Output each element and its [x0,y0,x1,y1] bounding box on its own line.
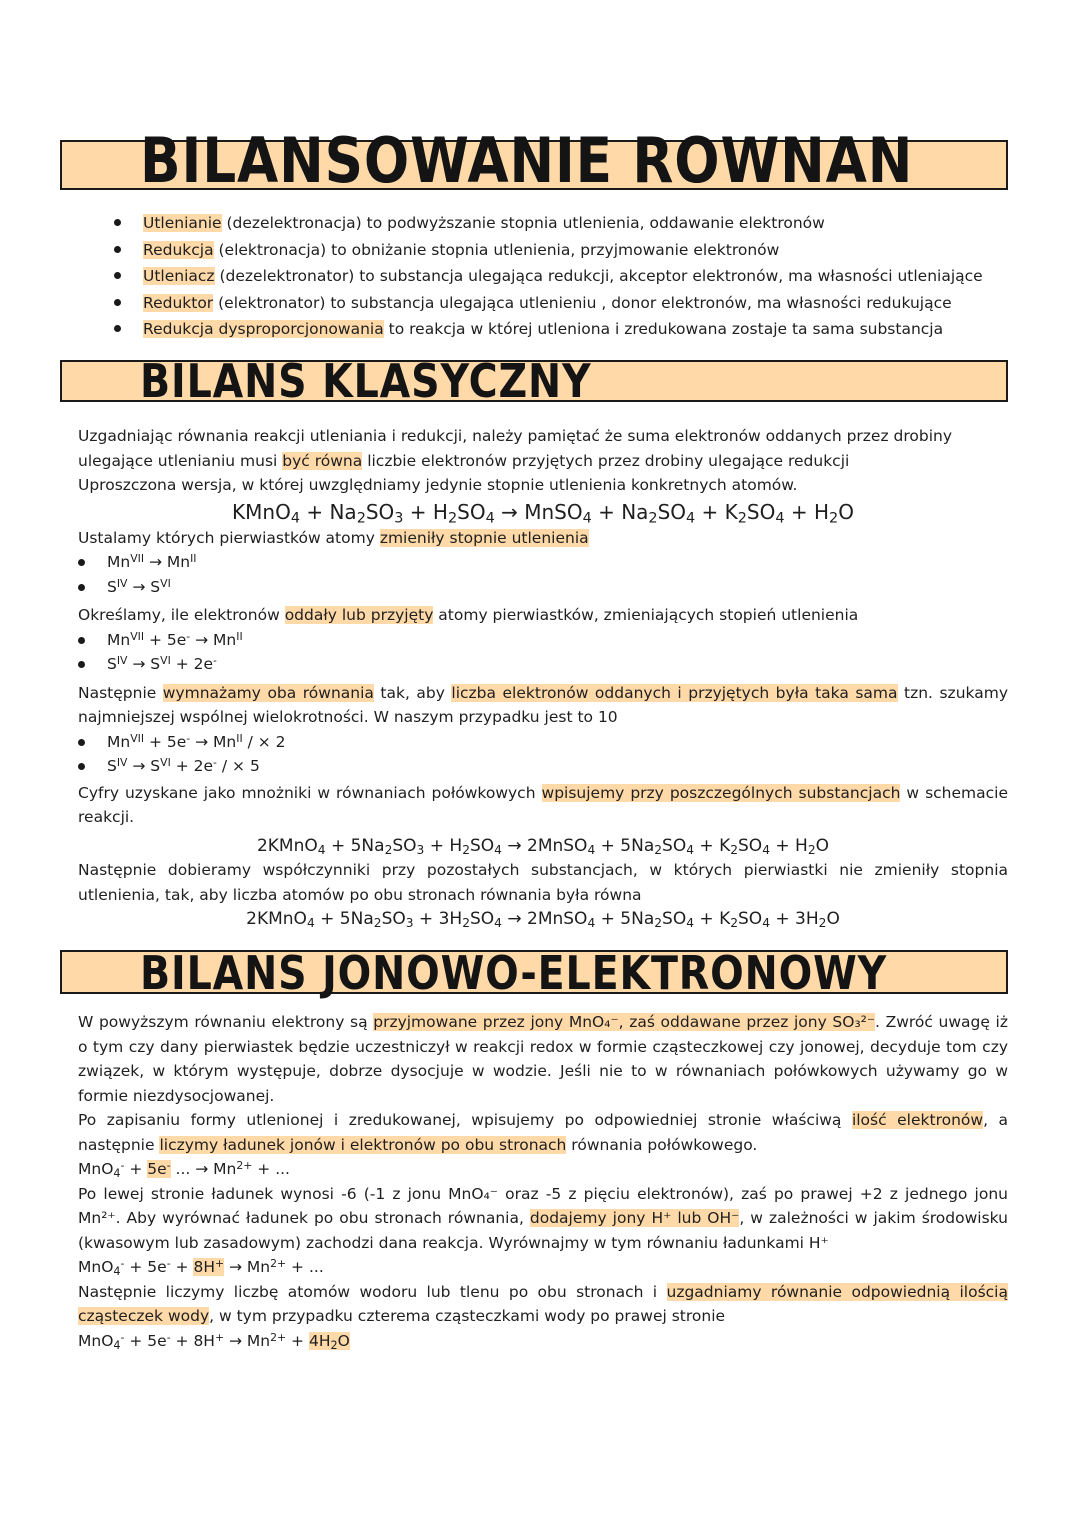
heading-title: BILANS KLASYCZNY [140,354,592,408]
definition-item: Redukcja dysproporcjonowania to reakcja w której utleniona i zredukowana zostaje ta sama substancja [78,316,1008,343]
section-heading-bilansowanie [60,118,1008,197]
half-reaction: $MnO_4^- + 5e^- + 8H^+ \to Mn^{2+}$ + ... [78,1257,324,1278]
definition-item: Utlenianie (dezelektronacja) to podwyższanie stopnia utlenienia, oddawanie elektronów [78,210,1008,237]
heading-title: BILANSOWANIE ROWNAN [140,124,914,197]
paragraph: Ustalamy których pierwiastków atomy zmieniły stopnie utlenienia [78,528,589,547]
definition-item: Reduktor (elektronator) to substancja ulegająca utlenieniu , donor elektronów, ma własności redukujące [78,290,1008,317]
half-reaction: $S^{IV} \to S^{VI}$ [42,575,1008,600]
paragraph: Cyfry uzyskane jako mnożniki w równaniach połówkowych wpisujemy przy poszczególnych substancjach w schemacie reakcji. [78,783,1008,826]
half-reaction: $Mn^{VII} \to Mn^{II}$ [42,550,1008,575]
paragraph: Uzgadniając równania reakcji utleniania i redukcji, należy pamiętać że suma elektronów oddanych przez drobiny ulegające utlenianiu musi być równa liczbie elektronów przyjętych przez drobiny ulegające redukcji [78,427,953,470]
definition-item: Utleniacz (dezelektronator) to substancja ulegająca redukcji, akceptor elektronów, ma własności utleniające [78,263,1008,290]
paragraph: W powyższym równaniu elektrony są przyjmowane przez jony MnO₄⁻, zaś oddawane przez jony SO₃²⁻. Zwróć uwagę iż o tym czy dany pierwiastek będzie uczestniczył w reakcji redox w formie cząsteczkowej czy jonowej, decyduje tom czy związek, w którym występuje, dobrze dysocjuje w wodzie. Jeśli nie to w równaniach połówkowych używamy go w formie niezdysocjowanej. [78,1013,1008,1105]
paragraph: Następnie wymnażamy oba równania tak, aby liczba elektronów oddanych i przyjętych była taka sama tzn. szukamy najmniejszej wspólnej wielokrotności. W naszym przypadku jest to 10 [78,683,1008,726]
reaction-equation: 2KMnO$_4$ + $5Na_2SO_3 + H_2SO_4$ → 2MnSO$_4$ + $5Na_2SO_4 + K_2SO_4 + H_2O$ [256,835,830,857]
half-reaction: $S^{IV} \to S^{VI} + 2e^-$ [42,652,1008,677]
half-reactions [42,628,1008,677]
klasyczny-section [78,424,1008,932]
paragraph: Następnie liczymy liczbę atomów wodoru lub tlenu po obu stronach i uzgadniamy równanie odpowiednią ilością cząsteczek wody, w tym przypadku czterema cząsteczkami wody po prawej stronie [78,1282,1008,1325]
half-reaction: $S^{IV} \to S^{VI} + 2e^-$ / × 5 [42,754,1008,779]
reaction-equation: KMnO$_4$ + $Na_2SO_3 + H_2SO_4$ → MnSO$_4$ + $Na_2SO_4 + K_2SO_4 + H_2O$ [232,499,854,527]
half-reaction: $Mn^{VII} + 5e^- \to Mn^{II}$ / × 2 [42,730,1008,755]
half-reaction: MnO$_4$- + 5e- ... → $Mn^{2+}$ + ... [78,1159,290,1180]
paragraph: Określamy, ile elektronów oddały lub przyjęty atomy pierwiastków, zmieniających stopień utlenienia [78,606,859,624]
section-heading-klasyczny [60,350,1008,408]
reaction-equation: 2KMnO$_4$ + $5Na_2SO_3 + 3H_2SO_4$ → 2MnSO$_4$ + $5Na_2SO_4 + K_2SO_4 + 3H_2O$ [246,909,840,931]
definitions-list [78,210,1008,343]
half-reactions [42,730,1008,779]
jonowy-section [78,1010,1008,1353]
paragraph: Po zapisaniu formy utlenionej i zredukowanej, wpisujemy po odpowiedniej stronie właściwą ilość elektronów, a następnie liczymy ładunek jonów i elektronów po obu stronach równania połówkowego. [78,1111,1009,1154]
half-reaction: $MnO_4^- + 5e^- + 8H^+ \to Mn^{2+} + 4H_2O$ [78,1330,350,1352]
section-heading-jonowy [60,942,1008,1000]
half-reaction: $Mn^{VII} + 5e^- \to Mn^{II}$ [42,628,1008,653]
paragraph: Uproszczona wersja, w której uwzględniamy jedynie stopnie utlenienia konkretnych atomów. [78,476,798,494]
paragraph: Następnie dobieramy współczynniki przy pozostałych substancjach, w których pierwiastki nie zmieniły stopnia utlenienia, tak, aby liczba atomów po obu stronach równania była równa [78,861,1008,904]
paragraph: Po lewej stronie ładunek wynosi -6 (-1 z jonu MnO₄⁻ oraz -5 z pięciu elektronów), zaś po prawej +2 z jednego jonu Mn²⁺. Aby wyrównać ładunek po obu stronach równania, dodajemy jony H⁺ lub OH⁻, w zależności w jakim środowisku (kwasowym lub zasadowym) zachodzi dana reakcja. Wyrównajmy w tym równaniu ładunkami H⁺ [78,1184,1008,1252]
half-reactions [42,550,1008,599]
definition-item: Redukcja (elektronacja) to obniżanie stopnia utlenienia, przyjmowanie elektronów [78,237,1008,264]
heading-title: BILANS JONOWO-ELEKTRONOWY [140,946,888,1000]
